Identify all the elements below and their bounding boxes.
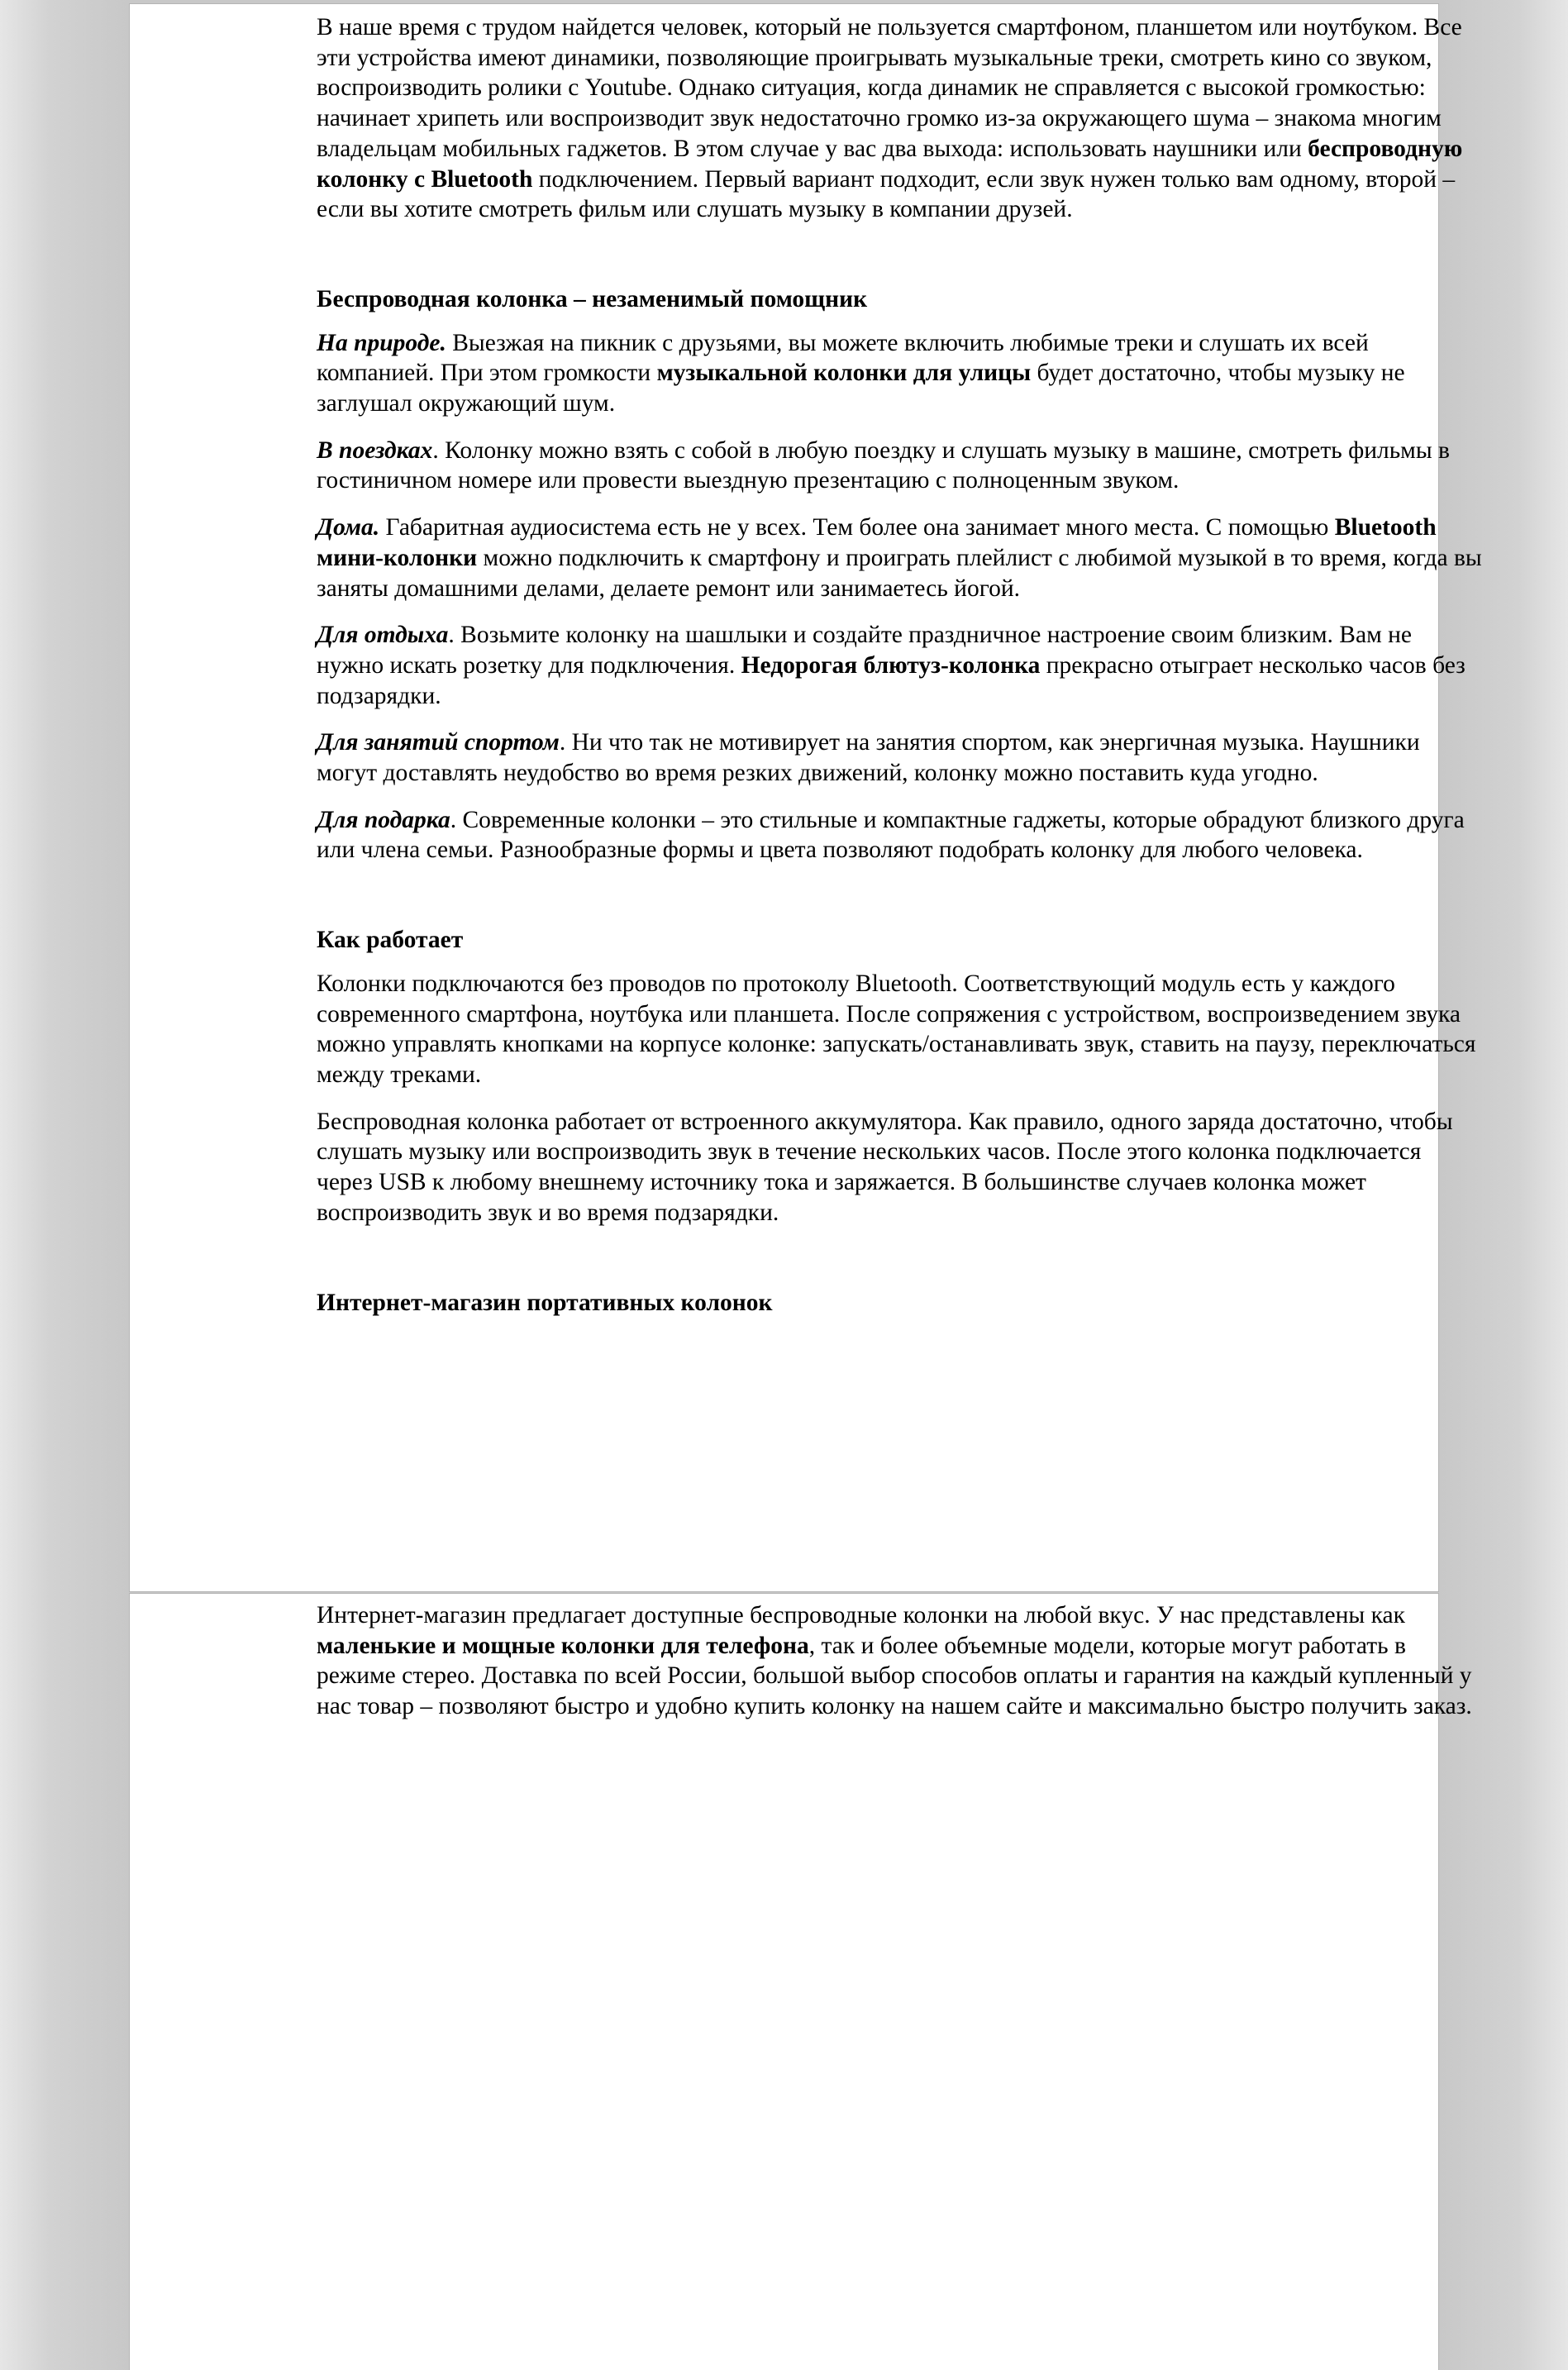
lead-phrase: Для отдыха <box>317 622 449 649</box>
paragraph <box>317 12 1482 225</box>
document-page-2 <box>129 1593 1472 2370</box>
text-run: Интернет-магазин предлагает доступные беспроводные колонки на любой вкус. У нас представлены как <box>317 1602 1405 1628</box>
section-heading: Интернет-магазин портативных колонок <box>317 1289 773 1316</box>
text-run: Беспроводная колонка работает от встроенного аккумулятора. Как правило, одного заряда достаточно, чтобы слушать музыку или воспроизводить звук в течение нескольких часов. После этого колонка подключается через USB к любому внешнему источнику тока и заряжается. В большинстве случаев колонка может воспроизводить звук и во время подзарядки. <box>317 1108 1453 1226</box>
bold-keyword: Недорогая блютуз-колонка <box>741 651 1041 679</box>
document-page-1 <box>129 3 1482 1592</box>
text-run: . Возьмите колонку на шашлыки и создайте праздничное настроение своим близким. Вам не нужно искать розетку для подключения. <box>317 622 1413 679</box>
paragraph <box>317 1600 1482 1722</box>
text-run: В наше время с трудом найдется человек, который не пользуется смартфоном, планшетом или ноутбуком. Все эти устройства имеют динамики, позволяющие проигрывать музыкальные треки, смотреть кино со звуком, воспроизводить ролики с Youtube. Однако ситуация, когда динамик не справляется с высокой громкостью: начинает хрипеть или воспроизводит звук недостаточно громко из-за окружающего шума – знакома многим владельцам мобильных гаджетов. В этом случае у вас два выхода: использовать наушники или <box>317 14 1462 162</box>
text-run: подключением. Первый вариант подходит, если звук нужен только вам одному, второй – если вы хотите смотреть фильм или слушать музыку в компании друзей. <box>317 165 1456 223</box>
lead-phrase: Для занятий спортом <box>317 729 560 756</box>
lead-phrase: Дома. <box>317 514 380 541</box>
text-run: . Современные колонки – это стильные и компактные гаджеты, которые обрадуют близкого друга или члена семьи. Разнообразные формы и цвета позволяют подобрать колонку для любого человека. <box>317 806 1465 864</box>
text-run: Выезжая на пикник с друзьями, вы можете включить любимые треки и слушать их всей компанией. При этом громкости <box>317 329 1369 387</box>
page-text-area[interactable] <box>317 1600 1482 1738</box>
lead-phrase: В поездках <box>317 436 433 464</box>
page-text-area[interactable] <box>317 12 1482 1331</box>
bold-keyword: Bluetooth мини-колонки <box>317 514 1437 571</box>
paragraph <box>317 436 1482 496</box>
paragraph <box>317 1107 1482 1228</box>
paragraph <box>317 969 1482 1090</box>
lead-phrase: Для подарка <box>317 806 450 833</box>
paragraph <box>317 328 1482 419</box>
lead-phrase: На природе. <box>317 329 446 356</box>
paragraph <box>317 513 1482 603</box>
section-heading: Как работает <box>317 927 464 954</box>
text-run: Колонки подключаются без проводов по протоколу Bluetooth. Соответствующий модуль есть у каждого современного смартфона, ноутбука или планшета. После сопряжения с устройством, воспроизведением звука можно управлять кнопками на корпусе колонке: запускать/останавливать звук, ставить на паузу, переключаться между треками. <box>317 970 1476 1088</box>
bold-keyword: беспроводную колонку с Bluetooth <box>317 135 1463 193</box>
text-run: будет достаточно, чтобы музыку не заглушал окружающий шум. <box>317 360 1405 417</box>
text-run: , так и более объемные модели, которые могут работать в режиме стерео. Доставка по всей России, большой выбор способов оплаты и гарантия на каждый купленный у нас товар – позволяют быстро и удобно купить колонку на нашем сайте и максимально быстро получить заказ. <box>317 1632 1472 1720</box>
text-run: . Ни что так не мотивирует на занятия спортом, как энергичная музыка. Наушники могут доставлять неудобство во время резких движений, колонку можно поставить куда угодно. <box>317 729 1420 787</box>
text-run: . Колонку можно взять с собой в любую поездку и слушать музыку в машине, смотреть фильмы в гостиничном номере или провести выездную презентацию с полноценным звуком. <box>317 436 1450 494</box>
bold-keyword: музыкальной колонки для улицы <box>656 360 1032 387</box>
section-heading: Беспроводная колонка – незаменимый помощник <box>317 285 868 312</box>
text-run: можно подключить к смартфону и проиграть плейлист с любимой музыкой в то время, когда вы заняты домашними делами, делаете ремонт или занимаетесь йогой. <box>317 544 1482 602</box>
text-run: Габаритная аудиосистема есть не у всех. Тем более она занимает много места. С помощью <box>379 514 1335 541</box>
text-run: прекрасно отыграет несколько часов без подзарядки. <box>317 651 1466 709</box>
bold-keyword: маленькие и мощные колонки для телефона <box>317 1632 809 1659</box>
paragraph <box>317 620 1482 711</box>
paragraph <box>317 805 1482 866</box>
paragraph <box>317 727 1482 788</box>
